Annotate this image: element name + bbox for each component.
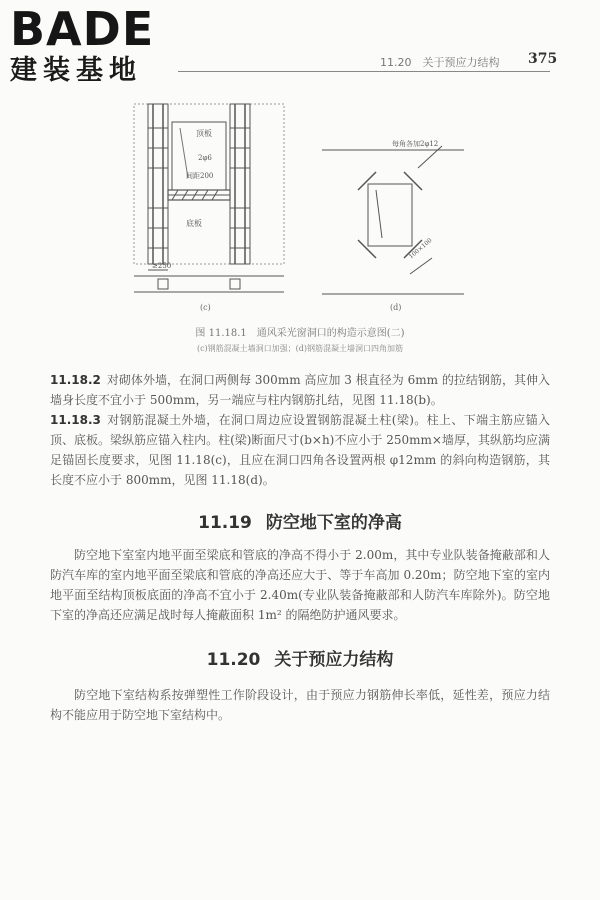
label-spacing: 间距200 bbox=[186, 172, 214, 180]
section-heading-11-20 bbox=[0, 645, 600, 670]
section-title: 关于预应力结构 bbox=[274, 650, 394, 670]
logo-wordmark: BADE bbox=[10, 2, 155, 56]
diagonal-bar bbox=[358, 172, 376, 190]
header-rule bbox=[178, 71, 550, 72]
section-heading-11-19 bbox=[0, 508, 600, 533]
label-bottom-slab: 底板 bbox=[186, 219, 202, 228]
figure-subcaption: (c)钢筋混凝土墙洞口加强；(d)钢筋混凝土墙洞口四角加筋 bbox=[196, 344, 404, 353]
clause-number: 11.18.3 bbox=[50, 413, 101, 427]
diagonal-bar bbox=[358, 240, 376, 258]
label-top-slab: 顶板 bbox=[196, 129, 212, 138]
panel-d-drawing bbox=[322, 146, 464, 294]
section-11-20-body: 防空地下室结构系按弹塑性工作阶段设计，由于预应力钢筋伸长率低，延性差，预应力结构不能应用于防空地下室结构中。 bbox=[50, 688, 550, 722]
clause-text: 对钢筋混凝土外墙，在洞口周边应设置钢筋混凝土柱(梁)。柱上、下端主筋应锚入顶、底板。梁纵筋应锚入柱内。柱(梁)断面尺寸(b×h)不应小于 250mm×墙厚，其纵筋均应满足锚固长度要求，见图 11.18(c)，且应在洞口四角各设置两根 φ12mm 的斜向构造钢筋，其长度不应小于 800mm，见图 11.18(d)。 bbox=[50, 413, 550, 487]
diagonal-bar bbox=[404, 172, 422, 190]
label-note-d: 每角各加2φ12 bbox=[392, 140, 439, 148]
running-head: 11.20 关于预应力结构 bbox=[380, 56, 500, 69]
figure-caption: 图 11.18.1 通风采光窗洞口的构造示意图(二) bbox=[195, 328, 405, 339]
window-opening-d bbox=[368, 184, 412, 246]
figure-drawing bbox=[120, 98, 500, 323]
clause-number: 11.18.2 bbox=[50, 373, 101, 387]
section-title: 防空地下室的净高 bbox=[265, 513, 402, 533]
section-11-19-body: 防空地下室室内地平面至梁底和管底的净高不得小于 2.00m，其中专业队装备掩蔽部和人防汽车库的室内地平面至梁底和管底的净高还应大于、等于车高加 0.20m；防空地下室的室内地平面至结构顶板底面的净高不宜小于 2.40m(专业队装备掩蔽部和人防汽车库除外)。防空地下室的净高还应满足战时每人掩蔽面积 1m² 的隔绝防护通风要求。 bbox=[50, 548, 550, 622]
label-dim-c: ≥250 bbox=[152, 262, 172, 270]
label-dim-d: 100×100 bbox=[407, 237, 434, 261]
section-number: 11.19 bbox=[198, 513, 252, 533]
clause-11-18-2 bbox=[50, 370, 550, 410]
panel-c-label: (c) bbox=[200, 303, 211, 312]
panel-d-label: (d) bbox=[390, 303, 402, 312]
page-number: 375 bbox=[528, 51, 558, 67]
section-number: 11.20 bbox=[206, 650, 261, 670]
figure-window-openings bbox=[120, 98, 500, 323]
label-bar: 2φ6 bbox=[198, 154, 212, 162]
logo-subtitle: 建装基地 bbox=[10, 55, 142, 86]
clause-11-18-3 bbox=[50, 410, 550, 490]
logo bbox=[10, 4, 175, 94]
clause-text: 对砌体外墙，在洞口两侧每 300mm 高应加 3 根直径为 6mm 的拉结钢筋，其伸入墙身长度不宜小于 500mm，另一端应与柱内钢筋扎结，见图 11.18(b)。 bbox=[50, 373, 550, 407]
